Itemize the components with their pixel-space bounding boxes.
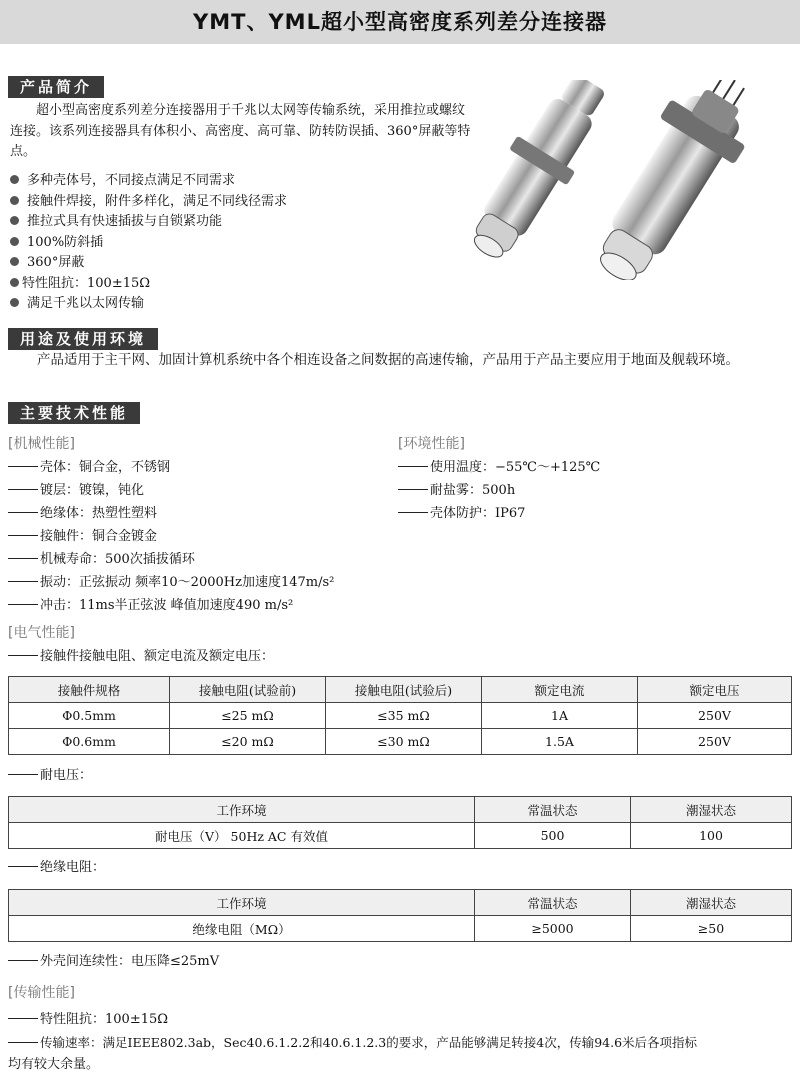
impedance-line: 特性阻抗：100±15Ω [8,1010,168,1030]
table-row: 绝缘电阻（MΩ） ≥5000 ≥50 [9,916,792,942]
table-header-row: 工作环境 常温状态 潮湿状态 [9,797,792,823]
mechanical-item: 壳体：铜合金，不锈钢 [8,458,170,478]
contact-resistance-label: 接触件接触电阻、额定电流及额定电压： [8,647,274,667]
mechanical-item: 冲击：11ms半正弦波 峰值加速度490 m/s² [8,596,293,616]
transmission-heading: [传输性能] [8,985,75,1001]
feature-item: 360°屏蔽 [10,253,287,274]
bullet-icon [10,278,19,287]
feature-list [10,171,287,315]
transmission-rate-line-2: 均有较大余量。 [8,1057,100,1072]
withstand-voltage-label: 耐电压： [8,766,92,786]
section-header-intro: 产品简介 [8,76,104,98]
intro-paragraph: 超小型高密度系列差分连接器用于千兆以太网等传输系统，采用推拉或螺纹连接。该系列连接器具有体积小、高密度、高可靠、防转防误插、360°屏蔽等特点。 [10,103,471,159]
feature-item: 特性阻抗：100±15Ω [10,274,287,295]
bullet-icon [10,216,19,225]
bullet-icon [10,257,19,266]
environment-item: 使用温度：−55℃～+125℃ [398,458,600,478]
table-row: Φ0.6mm ≤20 mΩ ≤30 mΩ 1.5A 250V [9,729,792,755]
environment-heading: [环境性能] [398,436,465,452]
table-row: 耐电压（V） 50Hz AC 有效值 500 100 [9,823,792,849]
environment-item: 壳体防护：IP67 [398,504,525,524]
shell-continuity: 外壳间连续性：电压降≤25mV [8,952,219,972]
feature-item: 多种壳体号，不同接点满足不同需求 [10,171,287,192]
contact-spec-table [8,676,792,755]
feature-item: 接触件焊接，附件多样化，满足不同线径需求 [10,192,287,213]
mechanical-item: 接触件：铜合金镀金 [8,527,157,547]
section-header-usage: 用途及使用环境 [8,328,158,350]
feature-item: 推拉式具有快速插拔与自锁紧功能 [10,212,287,233]
withstand-voltage-table [8,796,792,849]
mechanical-item: 绝缘体：热塑性塑料 [8,504,157,524]
insulation-resistance-label: 绝缘电阻： [8,858,105,878]
mechanical-heading: [机械性能] [8,436,75,452]
bullet-icon [10,196,19,205]
environment-item: 耐盐雾：500h [398,481,515,501]
transmission-rate-line: 传输速率：满足IEEE802.3ab，Sec40.6.1.2.2和40.6.1.2.3的要求，产品能够满足转接4次，传输94.6米后各项指标 [8,1033,697,1053]
table-header-row: 工作环境 常温状态 潮湿状态 [9,890,792,916]
mechanical-item: 镀层：镀镍，钝化 [8,481,144,501]
usage-paragraph: 产品适用于主干网、加固计算机系统中各个相连设备之间数据的高速传输，产品用于产品主要应用于地面及舰载环境。 [37,352,739,368]
section-header-specs: 主要技术性能 [8,402,140,424]
mechanical-item: 振动：正弦振动 频率10～2000Hz加速度147m/s² [8,573,334,593]
mechanical-item: 机械寿命：500次插拔循环 [8,550,195,570]
bullet-icon [10,298,19,307]
insulation-resistance-table [8,889,792,942]
page-title: YMT、YML超小型高密度系列差分连接器 [0,0,800,44]
connector-product-image [470,80,770,280]
feature-item: 满足千兆以太网传输 [10,294,287,315]
feature-item: 100%防斜插 [10,233,287,254]
electrical-heading: [电气性能] [8,625,75,641]
bullet-icon [10,237,19,246]
table-row: Φ0.5mm ≤25 mΩ ≤35 mΩ 1A 250V [9,703,792,729]
bullet-icon [10,175,19,184]
table-header-row: 接触件规格 接触电阻(试验前) 接触电阻(试验后) 额定电流 额定电压 [9,677,792,703]
